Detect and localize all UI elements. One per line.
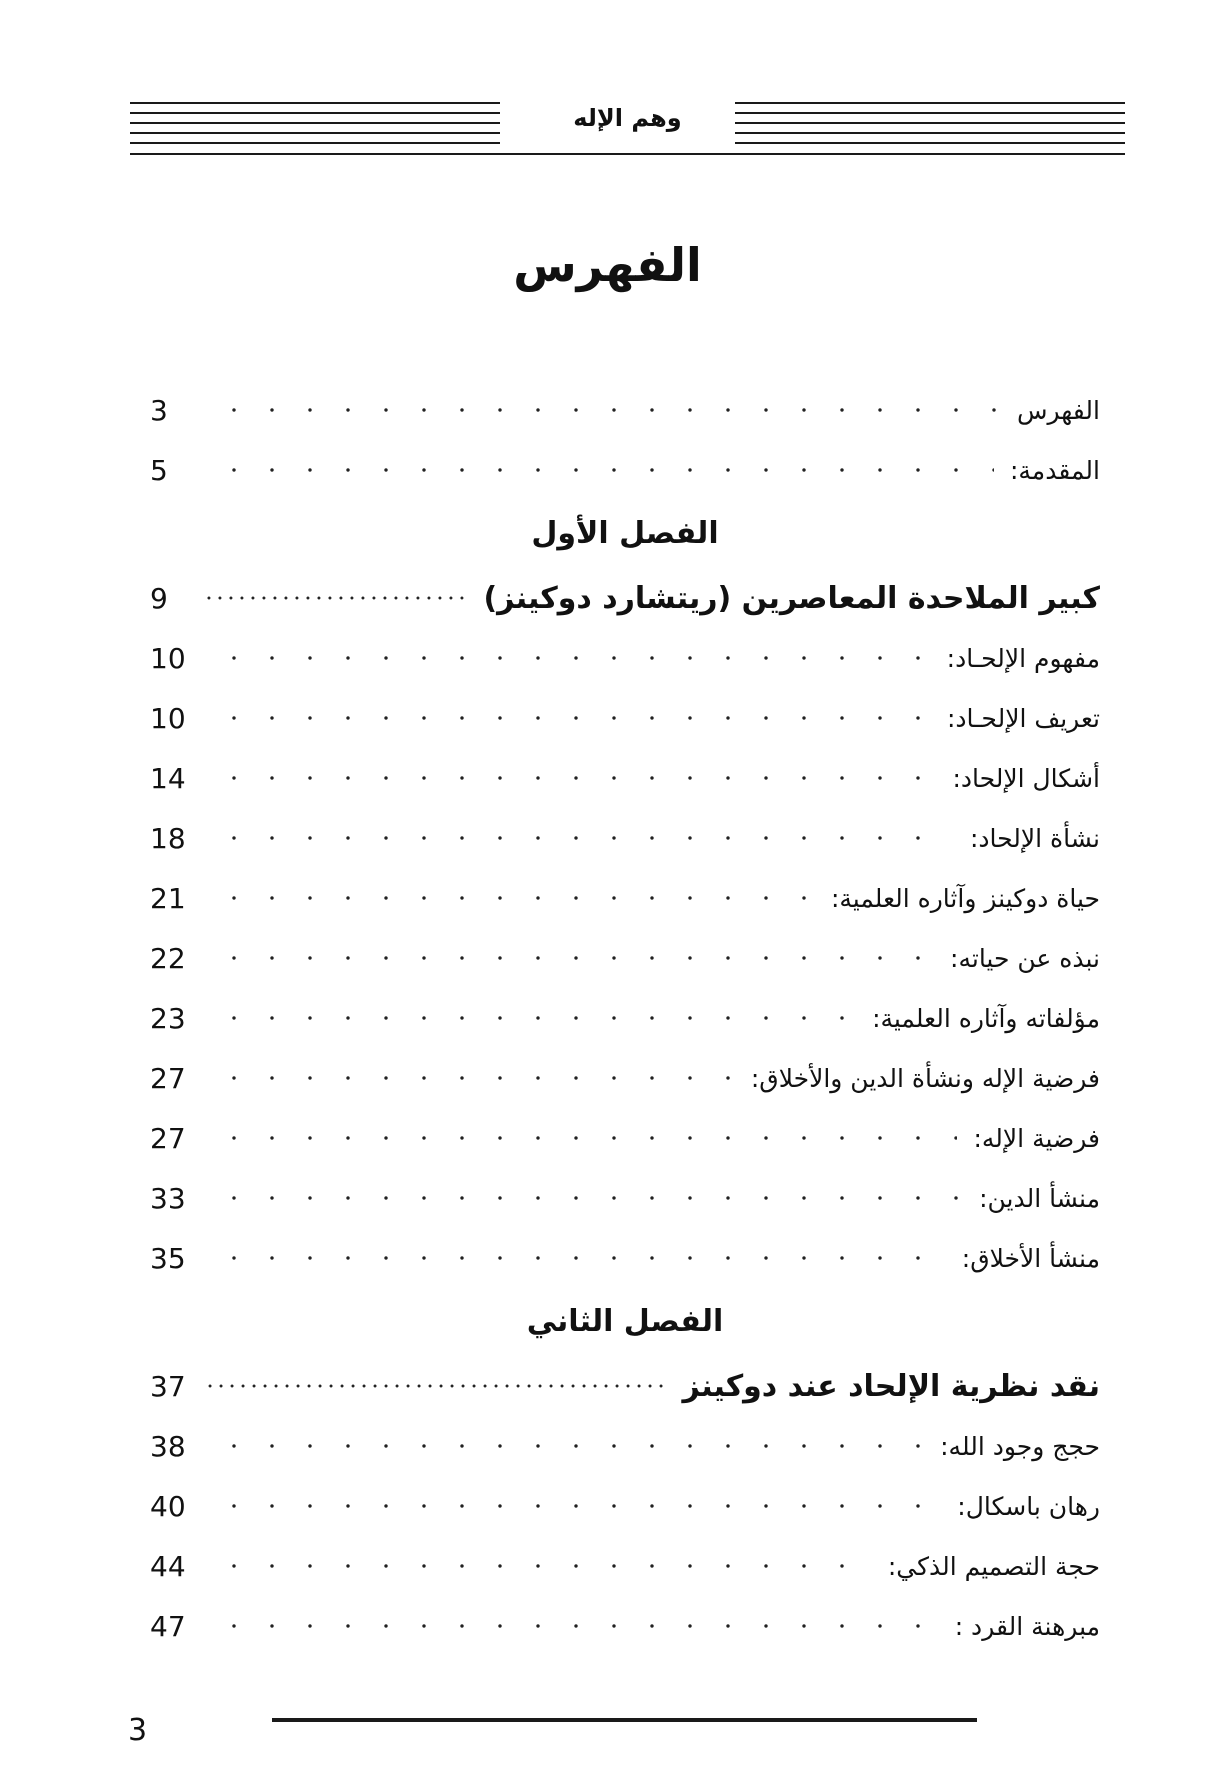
toc-entry-label: حجج وجود الله: xyxy=(940,1431,1100,1461)
dot-leader xyxy=(215,949,934,967)
toc-entry-page: 21 xyxy=(150,881,186,915)
dot-leader xyxy=(215,1189,963,1207)
toc-entry-label: تعريف الإلحـاد: xyxy=(946,703,1100,733)
toc-entry-page: 44 xyxy=(150,1549,186,1583)
toc-section-page: 37 xyxy=(150,1369,186,1403)
toc-entry[interactable] xyxy=(150,1048,1100,1108)
toc-entry-page: 10 xyxy=(150,641,186,675)
toc-entry-label: مفهوم الإلحـاد: xyxy=(946,643,1100,673)
table-of-contents xyxy=(150,380,1100,1656)
toc-entry-page: 33 xyxy=(150,1181,186,1215)
toc-entry[interactable] xyxy=(150,928,1100,988)
toc-entry-label: أشكال الإلحاد: xyxy=(952,763,1100,793)
dot-leader xyxy=(215,1069,735,1087)
toc-entry[interactable] xyxy=(150,1168,1100,1228)
toc-entry[interactable] xyxy=(150,868,1100,928)
toc-entry[interactable] xyxy=(150,1536,1100,1596)
chapter-2-heading: الفصل الثاني xyxy=(526,1304,724,1339)
dot-leader xyxy=(215,401,1001,419)
toc-entry-page: 38 xyxy=(150,1429,186,1463)
toc-entry-label: نبذه عن حياته: xyxy=(950,943,1100,973)
toc-section-entry[interactable] xyxy=(150,568,1100,628)
dot-leader xyxy=(215,1557,872,1575)
footer-rule xyxy=(272,1718,977,1722)
dot-leader xyxy=(215,649,931,667)
toc-entry-label: منشأ الدين: xyxy=(979,1183,1100,1213)
toc-entry[interactable] xyxy=(150,1108,1100,1168)
toc-section-page: 9 xyxy=(150,581,168,615)
dot-leader xyxy=(215,889,815,907)
toc-entry[interactable] xyxy=(150,628,1100,688)
toc-entry-label: مؤلفاته وآثاره العلمية: xyxy=(872,1003,1100,1033)
toc-entry-page: 23 xyxy=(150,1001,186,1035)
dot-leader xyxy=(205,589,467,607)
toc-entry-page: 27 xyxy=(150,1061,186,1095)
toc-section-label: كبير الملاحدة المعاصرين (ريتشارد دوكينز) xyxy=(483,580,1100,616)
toc-entry-page: 3 xyxy=(150,393,168,427)
toc-entry-label: منشأ الأخلاق: xyxy=(961,1243,1100,1273)
toc-entry-page: 18 xyxy=(150,821,186,855)
dot-leader xyxy=(215,1009,856,1027)
toc-entry-label: فرضية الإله ونشأة الدين والأخلاق: xyxy=(750,1063,1100,1093)
toc-entry[interactable] xyxy=(150,440,1100,500)
toc-entry-page: 5 xyxy=(150,453,168,487)
toc-entry-label: رهان باسكال: xyxy=(957,1491,1100,1521)
toc-entry-page: 27 xyxy=(150,1121,186,1155)
toc-entry[interactable] xyxy=(150,748,1100,808)
dot-leader xyxy=(215,1617,939,1635)
toc-entry-label: مبرهنة القرد : xyxy=(954,1611,1100,1641)
toc-entry-page: 40 xyxy=(150,1489,186,1523)
dot-leader xyxy=(215,709,931,727)
toc-entry[interactable] xyxy=(150,380,1100,440)
toc-entry-label: فرضية الإله: xyxy=(973,1123,1100,1153)
toc-section-entry[interactable] xyxy=(150,1356,1100,1416)
dot-leader xyxy=(215,1129,957,1147)
dot-leader xyxy=(215,461,994,479)
page-number: 3 xyxy=(128,1713,148,1748)
toc-entry-page: 14 xyxy=(150,761,186,795)
toc-entry[interactable] xyxy=(150,688,1100,748)
header-base-rule xyxy=(130,153,1125,155)
toc-entry-label: الفهرس xyxy=(1016,395,1100,425)
toc-entry-label: حياة دوكينز وآثاره العلمية: xyxy=(830,883,1100,913)
dot-leader xyxy=(205,1377,667,1395)
toc-entry[interactable] xyxy=(150,808,1100,868)
toc-entry-page: 35 xyxy=(150,1241,186,1275)
dot-leader xyxy=(215,829,954,847)
toc-section-label: نقد نظرية الإلحاد عند دوكينز xyxy=(682,1368,1100,1404)
toc-entry-page: 10 xyxy=(150,701,186,735)
toc-entry[interactable] xyxy=(150,1416,1100,1476)
dot-leader xyxy=(215,1497,941,1515)
running-title: وهم الإله xyxy=(573,104,682,132)
toc-entry-label: حجة التصميم الذكي: xyxy=(887,1551,1100,1581)
dot-leader xyxy=(215,1437,924,1455)
page-title: الفهرس xyxy=(513,238,702,292)
toc-entry-page: 22 xyxy=(150,941,186,975)
dot-leader xyxy=(215,1249,946,1267)
toc-entry[interactable] xyxy=(150,988,1100,1048)
toc-entry-page: 47 xyxy=(150,1609,186,1643)
toc-entry-label: نشأة الإلحاد: xyxy=(969,823,1100,853)
running-header xyxy=(130,98,1125,160)
dot-leader xyxy=(215,769,936,787)
toc-entry[interactable] xyxy=(150,1476,1100,1536)
toc-entry[interactable] xyxy=(150,1596,1100,1656)
toc-entry[interactable] xyxy=(150,1228,1100,1288)
chapter-1-heading: الفصل الأول xyxy=(531,516,719,551)
toc-entry-label: المقدمة: xyxy=(1009,455,1100,485)
